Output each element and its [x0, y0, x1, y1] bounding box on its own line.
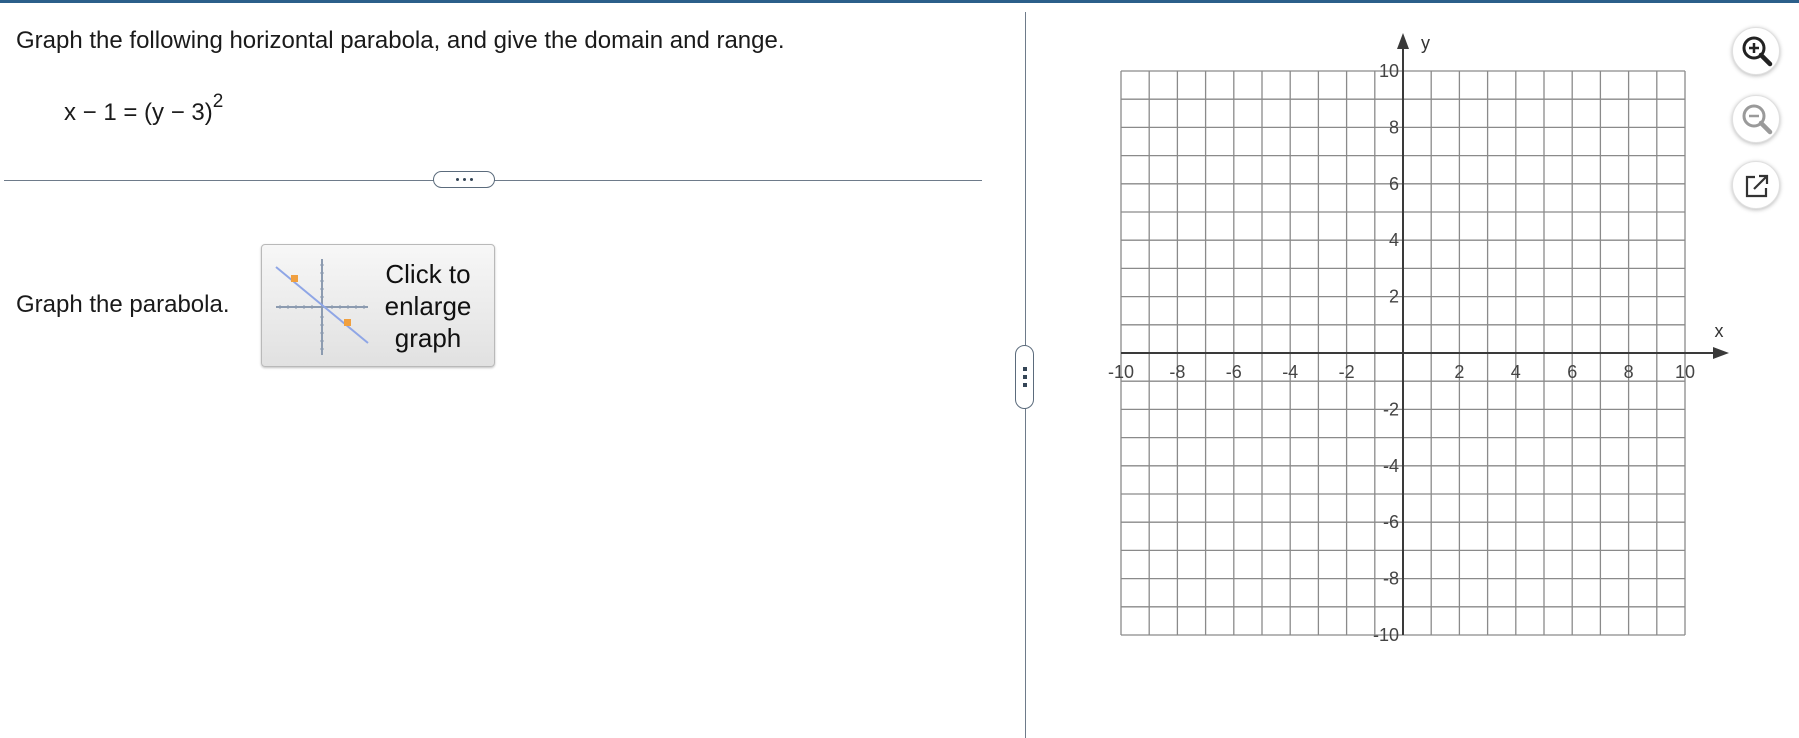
enlarge-graph-button[interactable] [261, 244, 495, 367]
y-tick-label: 6 [1388, 173, 1399, 194]
y-tick-label: 8 [1388, 117, 1399, 138]
y-tick-label: 10 [1378, 61, 1399, 81]
axes [1121, 33, 1729, 635]
y-tick-label: -2 [1382, 399, 1399, 420]
y-tick-label: -10 [1372, 625, 1399, 645]
x-tick-label: 4 [1510, 362, 1521, 382]
x-axis-label: x [1714, 321, 1724, 341]
graph-prompt: Graph the parabola. [16, 291, 230, 318]
y-axis-label: y [1421, 33, 1430, 53]
grip-dot [1023, 375, 1027, 379]
x-tick-label: 2 [1454, 362, 1465, 382]
y-tick-label: 4 [1388, 230, 1399, 251]
x-tick-label: -6 [1225, 362, 1242, 382]
x-tick-label: 10 [1674, 362, 1696, 382]
zoom-in-button[interactable] [1732, 27, 1780, 75]
y-axis-arrow-icon [1397, 33, 1409, 49]
x-tick-label: -2 [1338, 362, 1355, 382]
popout-button[interactable] [1732, 161, 1780, 209]
y-tick-label: 2 [1388, 286, 1399, 307]
panel-resize-handle[interactable] [1015, 345, 1034, 409]
x-tick-label: -10 [1107, 362, 1135, 382]
tick-labels [1108, 33, 1724, 645]
x-axis-arrow-icon [1713, 347, 1729, 359]
x-tick-label: -4 [1282, 362, 1299, 382]
grip-dot [1023, 383, 1027, 387]
x-tick-label: -8 [1169, 362, 1186, 382]
equation [64, 91, 224, 127]
zoom-in-icon [1733, 28, 1781, 76]
expand-question-handle[interactable] [433, 171, 495, 188]
enlarge-button-label: Click to enlarge graph [384, 259, 472, 353]
grip-dot [1023, 367, 1027, 371]
graph-thumbnail-icon [274, 257, 370, 357]
popout-icon [1733, 162, 1781, 210]
x-tick-label: 8 [1623, 362, 1634, 382]
equation-exponent: 2 [212, 91, 224, 112]
question-title: Graph the following horizontal parabola, and give the domain and range. [16, 27, 785, 54]
ellipsis-icon [456, 178, 473, 181]
top-accent-bar [0, 0, 1799, 3]
zoom-out-button[interactable] [1732, 95, 1780, 143]
equation-base: x − 1 = (y − 3) [64, 99, 213, 126]
y-tick-label: -4 [1382, 455, 1399, 476]
x-tick-label: 6 [1567, 362, 1578, 382]
y-tick-label: -6 [1382, 512, 1399, 533]
y-tick-label: -8 [1382, 568, 1399, 589]
coordinate-graph[interactable] [1100, 25, 1724, 645]
zoom-out-icon [1733, 96, 1781, 144]
